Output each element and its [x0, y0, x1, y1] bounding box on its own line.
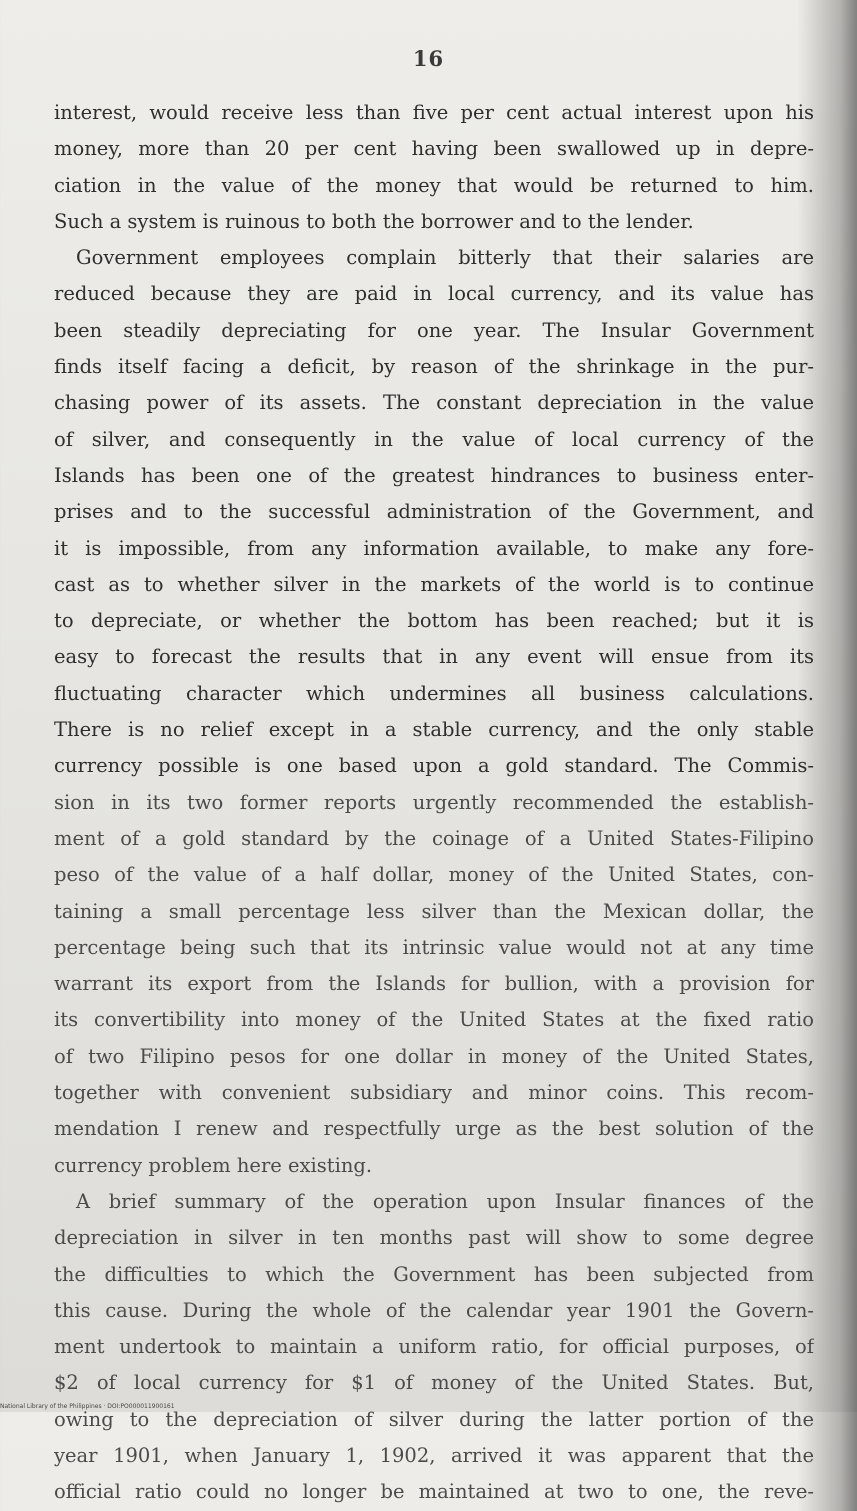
scan-attribution: National Library of the Philippines · DOI:PO000011900161 — [0, 1403, 175, 1410]
text-line: mendation I renew and respectfully urge as the best solution of the — [54, 1117, 814, 1141]
text-line: There is no relief except in a stable currency, and the only stable — [54, 718, 814, 742]
text-line: peso of the value of a half dollar, money of the United States, con- — [54, 863, 814, 887]
text-line: warrant its export from the Islands for bullion, with a provision for — [54, 972, 814, 996]
text-line: easy to forecast the results that in any event will ensue from its — [54, 645, 814, 669]
text-line: owing to the depreciation of silver during the latter portion of the — [54, 1407, 814, 1431]
text-line: Government employees complain bitterly that their salaries are — [76, 246, 814, 270]
text-line: cast as to whether silver in the markets of the world is to continue — [54, 572, 814, 596]
document-body — [54, 95, 814, 1511]
text-line: its convertibility into money of the United States at the fixed ratio — [54, 1008, 814, 1032]
text-line: currency possible is one based upon a gold standard. The Commis- — [54, 754, 814, 778]
text-line: Islands has been one of the greatest hindrances to business enter- — [54, 463, 814, 487]
text-line: of two Filipino pesos for one dollar in money of the United States, — [54, 1044, 814, 1068]
text-line: taining a small percentage less silver than the Mexican dollar, the — [54, 899, 814, 923]
text-line: together with convenient subsidiary and minor coins. This recom- — [54, 1081, 814, 1105]
text-line: official ratio could no longer be maintained at two to one, the reve- — [54, 1480, 814, 1504]
text-line: this cause. During the whole of the calendar year 1901 the Govern- — [54, 1298, 814, 1322]
text-line: depreciation in silver in ten months past will show to some degree — [54, 1226, 814, 1250]
text-line: sion in its two former reports urgently recommended the establish- — [54, 790, 814, 814]
text-line: Such a system is ruinous to both the borrower and to the lender. — [54, 209, 694, 233]
text-line: A brief summary of the operation upon Insular finances of the — [76, 1189, 814, 1213]
text-line: been steadily depreciating for one year. The Insular Government — [54, 318, 814, 342]
text-line: to depreciate, or whether the bottom has been reached; but it is — [54, 609, 814, 633]
text-line: interest, would receive less than five per cent actual interest upon his — [54, 101, 814, 124]
text-line: ment of a gold standard by the coinage of a United States-Filipino — [54, 826, 814, 850]
text-line: reduced because they are paid in local currency, and its value has — [54, 282, 814, 306]
text-line: $2 of local currency for $1 of money of the United States. But, — [54, 1371, 814, 1395]
text-line: the difficulties to which the Government has been subjected from — [54, 1262, 814, 1286]
text-line: of silver, and consequently in the value of local currency of the — [54, 427, 814, 451]
text-line: it is impossible, from any information available, to make any fore- — [54, 536, 814, 560]
text-line: ciation in the value of the money that would be returned to him. — [54, 173, 814, 197]
text-line: fluctuating character which undermines all business calculations. — [54, 681, 814, 705]
text-line: chasing power of its assets. The constant depreciation in the value — [54, 391, 814, 415]
text-line: percentage being such that its intrinsic value would not at any time — [54, 935, 814, 959]
text-line: currency problem here existing. — [54, 1153, 373, 1177]
text-line: ment undertook to maintain a uniform ratio, for official purposes, of — [54, 1335, 814, 1359]
text-line: prises and to the successful administration of the Government, and — [54, 500, 814, 524]
text-line: year 1901, when January 1, 1902, arrived it was apparent that the — [54, 1443, 814, 1467]
text-line: money, more than 20 per cent having been swallowed up in depre- — [54, 137, 814, 161]
text-line: finds itself facing a deficit, by reason of the shrinkage in the pur- — [54, 355, 814, 379]
page-number: 16 — [412, 46, 445, 71]
